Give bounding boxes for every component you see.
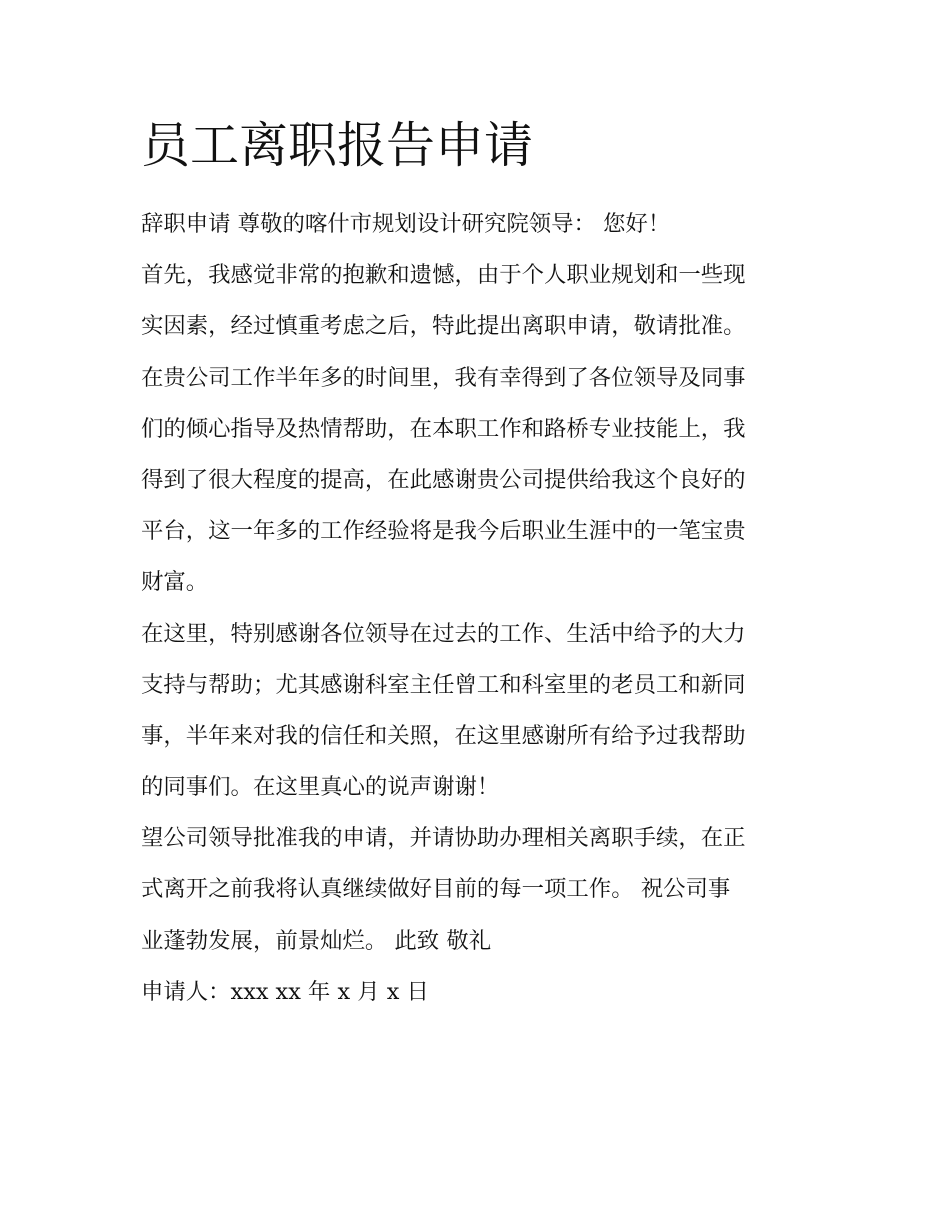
text-line: 事，半年来对我的信任和关照，在这里感谢所有给予过我帮助 <box>141 722 746 749</box>
document-title: 员工离职报告申请 <box>141 117 534 174</box>
text-line: 望公司领导批准我的申请，并请协助办理相关离职手续，在正 <box>141 825 746 852</box>
text-line: 在贵公司工作半年多的时间里，我有幸得到了各位领导及同事 <box>141 364 746 391</box>
text-line-closing: 业蓬勃发展，前景灿烂。 此致 敬礼 <box>141 927 492 954</box>
text-line: 们的倾心指导及热情帮助，在本职工作和路桥专业技能上，我 <box>141 415 746 442</box>
text-line: 首先，我感觉非常的抱歉和遗憾，由于个人职业规划和一些现 <box>141 262 746 289</box>
text-line: 得到了很大程度的提高，在此感谢贵公司提供给我这个良好的 <box>141 466 746 493</box>
text-line: 在这里，特别感谢各位领导在过去的工作、生活中给予的大力 <box>141 620 746 647</box>
text-line: 式离开之前我将认真继续做好目前的每一项工作。 祝公司事 <box>141 876 731 903</box>
text-line-salutation: 辞职申请 尊敬的喀什市规划设计研究院领导： 您好！ <box>141 211 671 237</box>
document-body <box>141 199 821 1018</box>
signature-line: 申请人：xxx xx 年 x 月 x 日 <box>141 978 429 1005</box>
text-line: 支持与帮助；尤其感谢科室主任曾工和科室里的老员工和新同 <box>141 671 746 698</box>
text-line: 的同事们。在这里真心的说声谢谢！ <box>141 774 500 801</box>
text-line: 实因素，经过慎重考虑之后，特此提出离职申请，敬请批准。 <box>141 313 746 340</box>
text-line: 平台，这一年多的工作经验将是我今后职业生涯中的一笔宝贵 <box>141 518 746 545</box>
text-line: 财富。 <box>141 569 209 596</box>
